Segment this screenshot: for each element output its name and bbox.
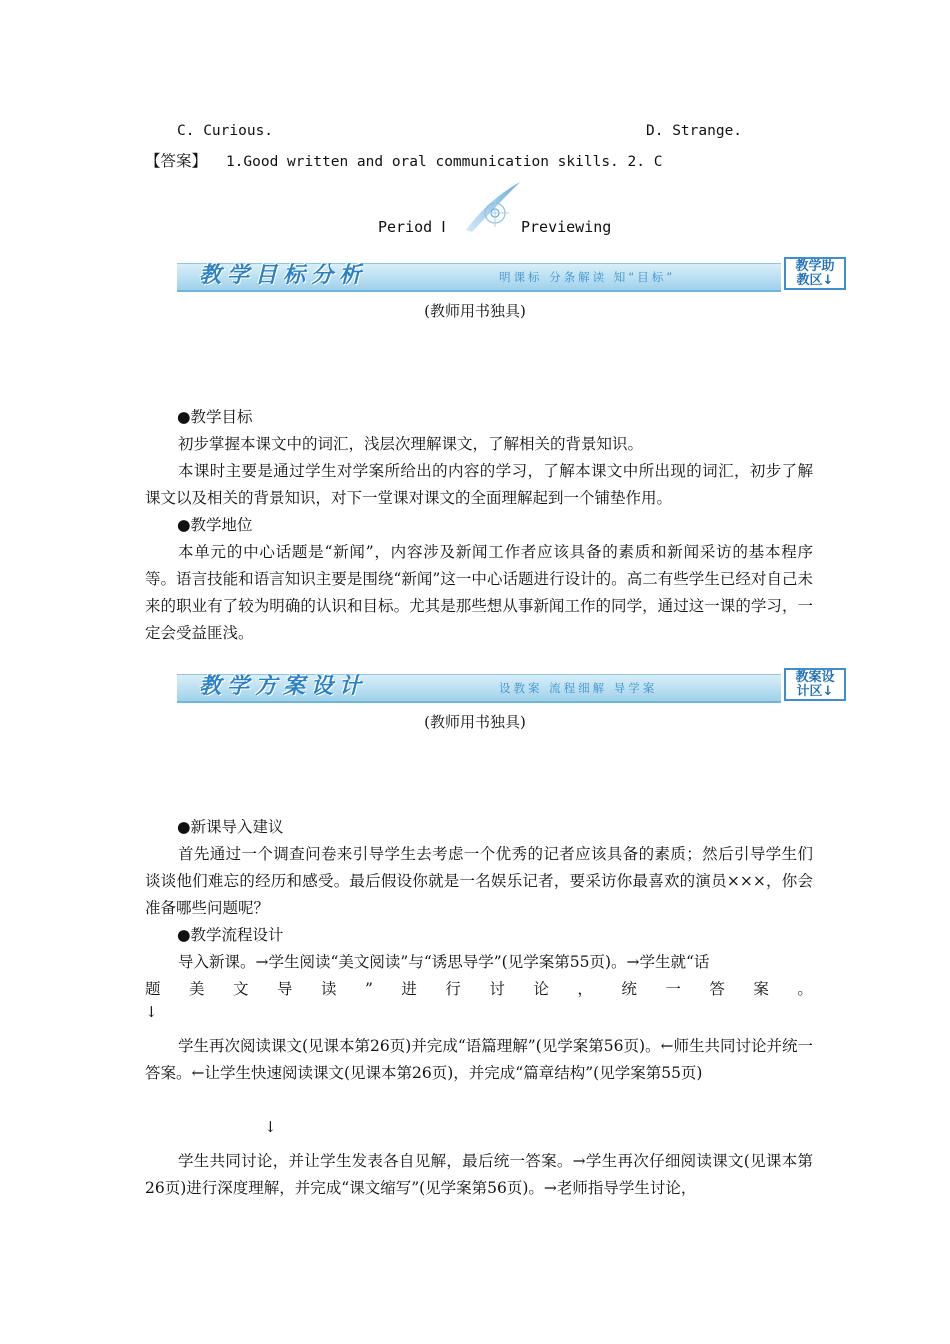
banner-title: 教学方案设计 bbox=[199, 674, 368, 699]
flow-line-1: 导入新课。→学生阅读“美文阅读”与“诱思导学”(见学案第55页)。→学生就“话 bbox=[178, 953, 710, 971]
heading-goals: ●教学目标 bbox=[177, 408, 253, 426]
spread-char: 。 bbox=[797, 980, 813, 998]
answer-text: 1.Good written and oral communication skills. 2. C bbox=[225, 154, 663, 170]
banner-box-line1: 教学助 bbox=[795, 259, 835, 274]
flow-paragraph-3: 学生共同讨论，并让学生发表各自见解，最后统一答案。→学生再次仔细阅读课文(见课本第26页)进行深度理解，并完成“课文缩写”(见学案第56页)。→老师指导学生讨论， bbox=[145, 1152, 813, 1197]
down-arrow-icon: ↓ bbox=[145, 1003, 158, 1021]
spread-char: 题 bbox=[145, 980, 161, 998]
spread-char: 行 bbox=[445, 980, 461, 998]
heading-position: ●教学地位 bbox=[177, 516, 253, 534]
spread-char: 文 bbox=[233, 980, 249, 998]
heading-flow: ●教学流程设计 bbox=[177, 926, 284, 944]
spread-char: 读 bbox=[321, 980, 337, 998]
spread-char: ， bbox=[577, 980, 593, 998]
spread-char: 答 bbox=[709, 980, 725, 998]
spread-char: 案 bbox=[753, 980, 769, 998]
banner-box-line2: 计区↓ bbox=[796, 684, 834, 699]
spread-char: 进 bbox=[401, 980, 417, 998]
banner-box-line2: 教区↓ bbox=[796, 273, 834, 288]
intro-paragraph: 首先通过一个调查问卷来引导学生去考虑一个优秀的记者应该具备的素质；然后引导学生们谈谈他们难忘的经历和感受。最后假设你就是一名娱乐记者，要采访你最喜欢的演员×××，你会准备哪些问题呢？ bbox=[145, 845, 813, 917]
spread-char: 统 bbox=[621, 980, 637, 998]
section-banner-objectives bbox=[177, 255, 848, 293]
spread-char: 美 bbox=[189, 980, 205, 998]
banner-box-line1: 教案设 bbox=[795, 670, 835, 685]
position-paragraph: 本单元的中心话题是“新闻”，内容涉及新闻工作者应该具备的素质和新闻采访的基本程序等。语言技能和语言知识主要是围绕“新闻”这一中心话题进行设计的。高二有些学生已经对自己未来的职业有了较为明确的认识和目标。尤其是那些想从事新闻工作的同学，通过这一课的学习，一定会受益匪浅。 bbox=[145, 543, 813, 642]
teacher-note-2: (教师用书独具) bbox=[424, 713, 526, 731]
spread-char: 导 bbox=[277, 980, 293, 998]
spread-char: 论 bbox=[533, 980, 549, 998]
period-label: Period Ⅰ bbox=[378, 218, 446, 236]
banner-subtitle: 明课标 分条解读 知“目标” bbox=[499, 270, 676, 284]
goals-paragraph-2: 本课时主要是通过学生对学案所给出的内容的学习，了解本课文中所出现的词汇，初步了解课文以及相关的背景知识，对下一堂课对课文的全面理解起到一个铺垫作用。 bbox=[145, 462, 813, 507]
goals-paragraph-1: 初步掌握本课文中的词汇，浅层次理解课文，了解相关的背景知识。 bbox=[178, 435, 644, 453]
answer-label: 【答案】 bbox=[145, 152, 208, 170]
period-previewing: Previewing bbox=[521, 218, 612, 236]
heading-intro: ●新课导入建议 bbox=[177, 818, 284, 836]
spread-char: 讨 bbox=[489, 980, 505, 998]
flow-line-2-spread bbox=[145, 976, 813, 1003]
flow-paragraph-2: 学生再次阅读课文(见课本第26页)并完成“语篇理解”(见学案第56页)。←师生共同讨论并统一答案。←让学生快速阅读课文(见课本第26页)，并完成“篇章结构”(见学案第55页) bbox=[145, 1037, 813, 1082]
compass-decoration-icon bbox=[458, 180, 528, 240]
spread-char: ” bbox=[365, 980, 373, 998]
banner-side-box bbox=[784, 668, 846, 701]
option-c: C. Curious. bbox=[177, 123, 274, 139]
down-arrow-icon: ↓ bbox=[264, 1118, 277, 1136]
banner-title: 教学目标分析 bbox=[199, 263, 368, 288]
spread-char: 一 bbox=[665, 980, 681, 998]
answer-line bbox=[145, 149, 662, 174]
banner-side-box bbox=[784, 257, 846, 290]
banner-subtitle: 设教案 流程细解 导学案 bbox=[499, 681, 658, 695]
section-banner-design bbox=[177, 666, 848, 704]
option-d: D. Strange. bbox=[646, 123, 743, 139]
teacher-note-1: (教师用书独具) bbox=[424, 302, 526, 320]
